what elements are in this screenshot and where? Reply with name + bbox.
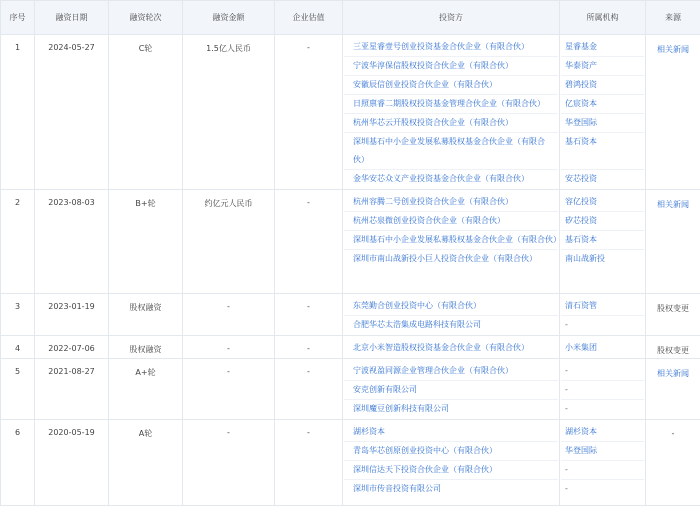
header-valuation: 企业估值 [275,1,343,35]
row-orgs [560,420,646,506]
row-date: 2023-08-03 [35,190,109,294]
org-link[interactable]: 南山战新投 [561,250,644,268]
row-date: 2020-05-19 [35,420,109,506]
org-link[interactable]: 基石资本 [561,231,644,250]
table-row [1,336,700,359]
row-amount: - [183,359,275,420]
investor-link[interactable]: 宁波华淳保信股权投资合伙企业（有限合伙） [344,57,558,76]
row-orgs [560,359,646,420]
investor-link[interactable]: 杭州芯泉微创业投资合伙企业（有限合伙） [344,212,558,231]
investor-link[interactable]: 深圳市南山战新投小巨人投资合伙企业（有限合伙） [344,250,558,268]
row-amount: - [183,420,275,506]
org-link[interactable]: 华泰资产 [561,57,644,76]
investor-link[interactable]: 深圳基石中小企业发展私募股权基金合伙企业（有限合伙） [344,133,558,170]
row-round: 股权融资 [109,336,183,359]
org-empty: - [561,480,644,498]
org-link[interactable]: 华登国际 [561,442,644,461]
row-round: A轮 [109,420,183,506]
source-news-link[interactable]: 相关新闻 [657,36,689,55]
table-row [1,35,700,190]
investor-link[interactable]: 金华安芯众义产业投资基金合伙企业（有限合伙） [344,170,558,188]
row-valuation: - [275,190,343,294]
row-date: 2024-05-27 [35,35,109,190]
investor-link[interactable]: 青岛华芯创原创业投资中心（有限合伙） [344,442,558,461]
investor-link[interactable]: 杭州华芯云开股权投资合伙企业（有限合伙） [344,114,558,133]
row-source [646,190,700,294]
header-amount: 融资金额 [183,1,275,35]
row-orgs [560,294,646,336]
table-row [1,294,700,336]
org-link[interactable]: 矽芯投资 [561,212,644,231]
org-link[interactable]: 清石资管 [561,297,644,316]
investor-link[interactable]: 深圳基石中小企业发展私募股权基金合伙企业（有限合伙） [344,231,558,250]
row-amount: 约亿元人民币 [183,190,275,294]
org-empty: - [561,316,644,334]
header-date: 融资日期 [35,1,109,35]
org-link[interactable]: 安芯投资 [561,170,644,188]
investor-link[interactable]: 湖杉资本 [344,423,558,442]
source-news-link[interactable]: 相关新闻 [657,360,689,379]
source-text: 股权变更 [657,295,689,314]
header-index: 序号 [1,1,35,35]
org-link[interactable]: 亿宸资本 [561,95,644,114]
row-valuation: - [275,359,343,420]
row-investors [343,336,560,359]
row-investors [343,420,560,506]
row-amount: - [183,336,275,359]
row-index: 1 [1,35,35,190]
source-text: - [672,421,675,438]
source-news-link[interactable]: 相关新闻 [657,191,689,210]
row-valuation: - [275,35,343,190]
row-valuation: - [275,336,343,359]
row-investors [343,359,560,420]
investor-link[interactable]: 合肥华芯太浩集成电路科技有限公司 [344,316,558,334]
table-header-row [1,1,700,35]
investor-link[interactable]: 东莞勤合创业投资中心（有限合伙） [344,297,558,316]
investor-link[interactable]: 深圳信达天下投资合伙企业（有限合伙） [344,461,558,480]
org-empty: - [561,362,644,381]
row-date: 2023-01-19 [35,294,109,336]
org-empty: - [561,381,644,400]
investor-link[interactable]: 三亚星睿壹号创业投资基金合伙企业（有限合伙） [344,38,558,57]
row-source [646,35,700,190]
row-round: A+轮 [109,359,183,420]
org-link[interactable]: 华登国际 [561,114,644,133]
row-valuation: - [275,294,343,336]
row-source [646,294,700,336]
row-valuation: - [275,420,343,506]
investor-link[interactable]: 安克创新有限公司 [344,381,558,400]
investor-link[interactable]: 日照禀睿二期股权投资基金管理合伙企业（有限合伙） [344,95,558,114]
org-link[interactable]: 星睿基金 [561,38,644,57]
header-investors: 投资方 [343,1,560,35]
table-row [1,190,700,294]
row-index: 5 [1,359,35,420]
row-investors [343,35,560,190]
row-source [646,359,700,420]
header-source: 来源 [646,1,700,35]
row-round: C轮 [109,35,183,190]
source-text: 股权变更 [657,337,689,356]
row-orgs [560,336,646,359]
org-link[interactable]: 容亿投资 [561,193,644,212]
row-amount: 1.5亿人民币 [183,35,275,190]
investor-link[interactable]: 杭州容腾二号创业投资合伙企业（有限合伙） [344,193,558,212]
row-source [646,420,700,506]
header-org: 所属机构 [560,1,646,35]
org-empty: - [561,400,644,418]
row-source [646,336,700,359]
row-investors [343,190,560,294]
org-link[interactable]: 基石资本 [561,133,644,170]
row-date: 2022-07-06 [35,336,109,359]
row-index: 3 [1,294,35,336]
investor-link[interactable]: 深圳魔豆创新科技有限公司 [344,400,558,418]
row-date: 2021-08-27 [35,359,109,420]
row-orgs [560,35,646,190]
row-index: 6 [1,420,35,506]
org-link[interactable]: 小米集团 [561,339,644,357]
row-round: 股权融资 [109,294,183,336]
table-row [1,359,700,420]
row-index: 4 [1,336,35,359]
table-row [1,420,700,506]
row-amount: - [183,294,275,336]
row-index: 2 [1,190,35,294]
investor-link[interactable]: 深圳市传音投资有限公司 [344,480,558,498]
investor-link[interactable]: 北京小米智造股权投资基金合伙企业（有限合伙） [344,339,558,357]
org-empty: - [561,461,644,480]
org-link[interactable]: 碧鸿投资 [561,76,644,95]
row-orgs [560,190,646,294]
row-investors [343,294,560,336]
org-link[interactable]: 湖杉资本 [561,423,644,442]
row-round: B+轮 [109,190,183,294]
investor-link[interactable]: 安徽辰信创业投资合伙企业（有限合伙） [344,76,558,95]
header-round: 融资轮次 [109,1,183,35]
investor-link[interactable]: 宁波视盈同源企业管理合伙企业（有限合伙） [344,362,558,381]
